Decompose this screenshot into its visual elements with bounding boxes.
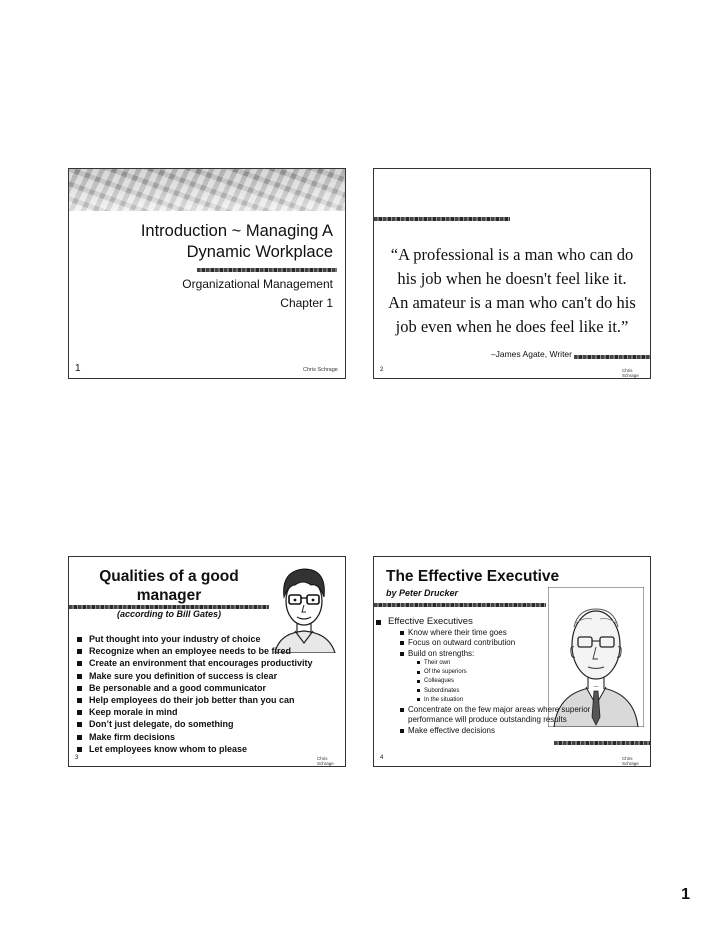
list-item: Be personable and a good communicator [77,682,313,694]
page-number: 1 [681,886,690,903]
list-item: Concentrate on the few major areas where superior [374,705,590,715]
slide-3-title-line-2: manager [136,587,202,604]
header-texture [69,169,345,211]
list-item: Of the superiors [374,668,590,677]
list-item: Put thought into your industry of choice [77,633,313,645]
list-item: Let employees know whom to please [77,743,313,755]
slide-3-title-line-1: Qualities of a good [99,568,239,585]
slide-2 [373,168,651,379]
list-item: Build on strengths: [374,649,590,659]
slide-4-author: Chris Schrage [622,756,639,766]
slide-1-title-line-2: Dynamic Workplace [186,243,333,261]
list-item: Make firm decisions [77,731,313,743]
slide-1-author: Chris Schrage [303,367,338,373]
slide-3 [68,556,346,767]
list-item: Help employees do their job better than you can [77,694,313,706]
quote-line-3: An amateur is a man who can't do his [388,293,636,312]
slide-4-subtitle: by Peter Drucker [386,588,459,598]
slide-1 [68,168,346,379]
list-item: Colleagues [374,677,590,686]
list-item: Recognize when an employee needs to be fired [77,645,313,657]
slide-1-number: 1 [75,363,81,374]
list-item: Effective Executives [374,616,590,628]
quote-line-2: his job when he doesn't feel like it. [397,269,627,288]
slide-4-number: 4 [380,755,384,761]
quote-line-4: job even when he does feel like it.” [395,317,629,336]
slide-2-number: 2 [380,367,384,373]
bottom-rule [574,355,650,359]
list-item: Their own [374,659,590,668]
top-rule [374,217,510,221]
slide-3-subtitle: (according to Bill Gates) [116,609,221,619]
slide-4 [373,556,651,767]
quote-line-1: “A professional is a man who can do [390,245,634,264]
quote-attribution: –James Agate, Writer [490,349,572,359]
bottom-rule [554,741,650,745]
slide-3-author: Chris Schrage [317,756,334,766]
list-item: Make effective decisions [374,726,590,736]
slide-3-title [79,567,259,605]
list-item-continuation: performance will produce outstanding results [408,715,567,725]
slide-1-title-line-1: Introduction ~ Managing A [140,222,333,240]
title-rule [197,268,337,272]
list-item: Subordinates [374,687,590,696]
list-item: Make sure you definition of success is clear [77,670,313,682]
list-item: Don’t just delegate, do something [77,718,313,730]
effective-executives-list [374,616,590,736]
title-rule [374,603,546,607]
slide-1-title [93,221,333,263]
slide-1-subtitle: Organizational Management [182,277,333,291]
list-item: In the situation [374,696,590,705]
slide-2-author: Chris Schrage [622,368,639,378]
list-item: Know where their time goes [374,628,590,638]
qualities-list [77,633,313,755]
slide-3-number: 3 [75,755,79,761]
slide-4-title: The Effective Executive [386,568,560,585]
list-item: Focus on outward contribution [374,638,590,648]
slide-1-chapter: Chapter 1 [280,296,333,310]
list-item: Keep morale in mind [77,706,313,718]
list-item: Create an environment that encourages productivity [77,657,313,669]
quote [378,243,646,339]
